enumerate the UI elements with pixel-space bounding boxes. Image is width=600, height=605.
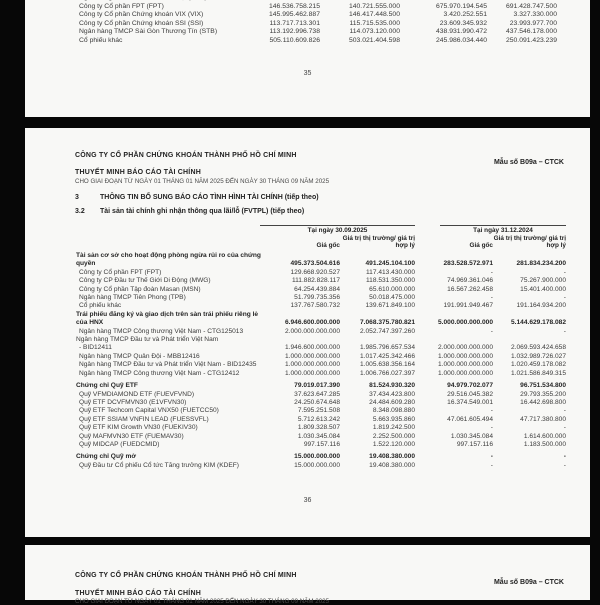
row-label: Công ty Cổ phần Chứng khoán VIX (VIX) — [79, 11, 204, 19]
table-cell: 50.018.475.000 — [369, 294, 415, 302]
row-label: - BID12411 — [79, 344, 112, 352]
table-row — [75, 441, 566, 449]
table-cell: 15.000.000.000 — [294, 461, 340, 469]
table-row — [75, 20, 557, 29]
table-cell: 1.000.000.000.000 — [437, 369, 493, 377]
table-cell: 23.993.977.700 — [509, 19, 557, 27]
table-row — [75, 391, 566, 399]
table-cell: 140.721.555.000 — [348, 2, 400, 10]
row-label: Quỹ Đầu tư Cổ phiếu Cổ tức Tăng trưởng KIM (KDEF) — [79, 461, 239, 469]
table-cell: 94.979.702.077 — [447, 382, 493, 390]
table-cell: 24.250.674.648 — [294, 398, 340, 406]
table-row — [75, 462, 566, 470]
form-number: Mẫu số B09a – CTCK — [493, 159, 564, 166]
row-label: Quỹ ETF SSIAM VNFIN LEAD (FUESSVFL) — [79, 415, 209, 423]
table-row — [75, 311, 566, 328]
table-cell: 129.668.920.527 — [290, 268, 340, 276]
table-cell: 74.969.361.046 — [447, 277, 493, 285]
table-row — [75, 399, 566, 407]
column-header-fair-value-1: Giá trị thị trường/ giá trị hợp lý — [342, 235, 415, 249]
subsection-title: Tài sản tài chính ghi nhận thông qua lãi/lỗ (FVTPL) (tiếp theo) — [100, 208, 305, 215]
table-cell: - — [563, 407, 566, 415]
table-cell: 1.183.500.000 — [523, 440, 566, 448]
row-label: Cổ phiếu khác — [79, 36, 123, 44]
table-cell: 8.348.098.880 — [372, 407, 415, 415]
table-cell: 24.484.609.280 — [369, 398, 415, 406]
table-cell: 281.834.234.200 — [516, 260, 566, 268]
table-cell: 37.434.423.800 — [369, 390, 415, 398]
column-header-cost-1: Giá gốc — [316, 242, 340, 249]
table-cell: 19.408.380.000 — [369, 461, 415, 469]
table-cell: - — [563, 461, 566, 469]
table-row — [75, 286, 566, 294]
row-label: Công ty Cổ phần FPT (FPT) — [79, 2, 164, 10]
table-row — [75, 11, 557, 20]
table-cell: 503.021.404.598 — [348, 36, 400, 44]
table-cell: 1.809.328.507 — [297, 424, 340, 432]
table-cell: 146.536.758.215 — [268, 2, 320, 10]
company-name: CÔNG TY CỔ PHẦN CHỨNG KHOÁN THÀNH PHỐ HỒ CHÍ MINH — [75, 152, 297, 159]
table-cell: 117.413.430.000 — [365, 268, 415, 276]
table-cell: 139.671.849.100 — [365, 302, 415, 310]
table-cell: 437.546.178.000 — [505, 28, 557, 36]
section-title: THÔNG TIN BỔ SUNG BÁO CÁO TÌNH HÌNH TÀI CHÍNH (tiếp theo) — [100, 194, 319, 201]
table-row — [75, 37, 557, 46]
table-row — [75, 416, 566, 424]
table-cell: 2.069.593.424.658 — [510, 344, 566, 352]
table-cell: 438.931.990.472 — [435, 28, 487, 36]
company-name: CÔNG TY CỔ PHẦN CHỨNG KHOÁN THÀNH PHỐ HỒ CHÍ MINH — [75, 572, 297, 579]
table-cell: 3.420.252.551 — [443, 11, 487, 19]
column-header-fair-value-2: Giá trị thị trường/ giá trị hợp lý — [493, 235, 566, 249]
table-cell: 1.985.796.657.534 — [359, 344, 415, 352]
table-cell: - — [490, 294, 493, 302]
table-row — [75, 294, 566, 302]
table-row — [75, 28, 557, 37]
table-row — [75, 433, 566, 441]
report-title: THUYẾT MINH BÁO CÁO TÀI CHÍNH — [75, 590, 201, 597]
table-row — [75, 336, 566, 353]
report-title: THUYẾT MINH BÁO CÁO TÀI CHÍNH — [75, 169, 201, 176]
table-cell: - — [490, 268, 493, 276]
table-cell: 1.020.459.178.082 — [510, 361, 566, 369]
table-row — [75, 328, 566, 336]
row-label: Ngân hàng TMCP Sài Gòn Thương Tín (STB) — [79, 28, 218, 36]
row-label: Công ty Cổ phần Chứng khoán SSI (SSI) — [79, 19, 204, 27]
table-cell: 1.005.638.356.164 — [359, 361, 415, 369]
table-cell: 47.717.380.800 — [520, 415, 566, 423]
row-label: Ngân hàng TMCP Công thương Việt Nam - CTG12412 — [79, 369, 240, 377]
table-cell: 3.327.330.000 — [513, 11, 557, 19]
page-number-35: 35 — [303, 70, 312, 77]
table-row — [75, 277, 566, 285]
table-cell: 145.995.462.887 — [268, 11, 320, 19]
table-row — [75, 370, 566, 378]
table-cell: 15.401.400.000 — [520, 285, 566, 293]
table-cell: 23.609.345.932 — [439, 19, 487, 27]
table-cell: 6.946.600.000.000 — [284, 319, 340, 327]
row-label: Quỹ ETF DCVFMVN30 (E1VFVN30) — [79, 398, 187, 406]
row-label: quyền — [76, 260, 96, 268]
table-cell: 505.110.609.826 — [269, 36, 320, 44]
table-cell: 146.417.448.500 — [348, 11, 400, 19]
table-cell: 118.531.350.000 — [365, 277, 415, 285]
page-number-36: 36 — [303, 497, 312, 504]
row-label: Ngân hàng TMCP Tiên Phong (TPB) — [79, 294, 186, 302]
row-label: Chứng chỉ Quỹ ETF — [76, 382, 138, 390]
table-cell: 675.970.194.545 — [435, 2, 487, 10]
table-cell: - — [490, 461, 493, 469]
table-cell: - — [563, 424, 566, 432]
report-period: CHO GIAI ĐOẠN TỪ NGÀY 01 THÁNG 01 NĂM 2025 ĐẾN NGÀY 30 THÁNG 09 NĂM 2025 — [75, 178, 330, 185]
table-cell: 15.000.000.000 — [294, 453, 340, 461]
table-row — [75, 302, 566, 310]
row-label: Quỹ VFMDIAMOND ETF (FUEVFVND) — [79, 390, 195, 398]
table-cell: 37.623.647.285 — [294, 390, 340, 398]
table-row — [75, 252, 566, 269]
table-cell: - — [563, 268, 566, 276]
table-cell: 7.595.251.508 — [297, 407, 340, 415]
table-cell: 65.610.000.000 — [369, 285, 415, 293]
row-label: Ngân hàng TMCP Công thương Việt Nam - CTG125013 — [79, 327, 244, 335]
table-cell: 64.254.439.884 — [294, 285, 340, 293]
row-label: Cổ phiếu khác — [79, 302, 122, 310]
row-label: Quỹ ETF KIM Growth VN30 (FUEKIV30) — [79, 424, 198, 432]
table-cell: 114.073.120.000 — [349, 28, 400, 36]
table-cell: 1.017.425.342.466 — [359, 352, 415, 360]
row-label: của HNX — [76, 319, 104, 327]
page-2 — [25, 128, 590, 537]
table-cell: 1.819.242.500 — [372, 424, 415, 432]
table-row — [75, 453, 566, 461]
table-cell: 111.882.828.117 — [291, 277, 340, 285]
table-cell: 137.767.580.732 — [290, 302, 340, 310]
table-cell: 16.567.262.458 — [447, 285, 493, 293]
table-row — [75, 424, 566, 432]
table-cell: 1.030.345.084 — [297, 432, 340, 440]
table-cell: 2.000.000.000.000 — [284, 327, 340, 335]
row-label: Quỹ ETF Techcom Capital VNX50 (FUETCC50) — [79, 407, 219, 415]
table-cell: 115.715.535.000 — [349, 19, 400, 27]
table-cell: 51.799.735.356 — [294, 294, 340, 302]
table-cell: - — [490, 453, 493, 461]
table-cell: 7.068.375.780.821 — [359, 319, 415, 327]
table-cell: 2.000.000.000.000 — [437, 344, 493, 352]
subsection-heading — [75, 208, 564, 215]
table-cell: 1.614.600.000 — [523, 432, 566, 440]
table-cell: - — [490, 407, 493, 415]
table-cell: 5.712.613.242 — [297, 415, 340, 423]
table-cell: 495.373.504.616 — [290, 260, 340, 268]
row-label: Quỹ MIDCAP (FUEDCMID) — [79, 440, 160, 448]
table-cell: 1.030.345.084 — [450, 432, 493, 440]
row-label: Ngân hàng TMCP Đầu tư và Phát triển Việt Nam — [76, 336, 219, 344]
table-cell: 1.522.120.000 — [372, 440, 415, 448]
table-cell: 5.663.935.860 — [372, 415, 415, 423]
table-cell: 96.751.534.800 — [520, 382, 566, 390]
table-row — [75, 407, 566, 415]
row-label: Tài sản cơ sở cho hoạt động phòng ngừa rủi ro của chứng — [76, 252, 261, 259]
table-cell: 79.019.017.390 — [294, 382, 340, 390]
row-label: Ngân hàng TMCP Đầu tư và Phát triển Việt Nam - BID12435 — [79, 361, 257, 369]
fvtpl-assets-table — [75, 252, 566, 470]
table-cell: - — [490, 424, 493, 432]
table-cell: 113.717.713.301 — [269, 19, 320, 27]
table-row — [75, 382, 566, 390]
column-header-cost-2: Giá gốc — [469, 242, 493, 249]
table-cell: 1.000.000.000.000 — [437, 361, 493, 369]
table-cell: - — [563, 327, 566, 335]
table-cell: 5.144.629.178.082 — [510, 319, 566, 327]
table-cell: 1.946.600.000.000 — [284, 344, 340, 352]
table-cell: 16.442.698.800 — [520, 398, 566, 406]
table-cell: 19.408.380.000 — [369, 453, 415, 461]
table-cell: 29.793.355.200 — [520, 390, 566, 398]
table-cell: 997.157.116 — [303, 440, 340, 448]
table-cell: 1.032.989.726.027 — [510, 352, 566, 360]
table-cell: 491.245.104.100 — [365, 260, 415, 268]
section-heading — [75, 194, 564, 201]
page1-stock-table — [75, 0, 557, 46]
row-label: Công ty Cổ phần FPT (FPT) — [79, 268, 162, 276]
column-group-date-1: Tại ngày 30.09.2025 — [260, 225, 415, 234]
table-cell: 16.374.549.001 — [447, 398, 493, 406]
table-row — [75, 361, 566, 369]
table-cell: 1.000.000.000.000 — [437, 352, 493, 360]
table-cell: 81.524.930.320 — [369, 382, 415, 390]
table-row — [75, 3, 557, 12]
subsection-number: 3.2 — [75, 208, 85, 215]
table-cell: 691.428.747.500 — [505, 2, 557, 10]
table-header — [75, 225, 566, 249]
table-cell: - — [563, 453, 566, 461]
table-cell: 191.991.949.467 — [443, 302, 493, 310]
table-cell: 2.052.747.397.260 — [359, 327, 415, 335]
table-cell: 283.528.572.971 — [443, 260, 493, 268]
table-row — [75, 269, 566, 277]
row-label: Quỹ MAFMVN30 ETF (FUEMAV30) — [79, 432, 184, 440]
table-cell: 1.000.000.000.000 — [284, 352, 340, 360]
table-cell: - — [490, 327, 493, 335]
form-number: Mẫu số B09a – CTCK — [493, 579, 564, 586]
table-cell: 1.000.000.000.000 — [284, 369, 340, 377]
table-cell: 47.061.605.494 — [447, 415, 493, 423]
table-cell: 250.091.423.239 — [505, 36, 557, 44]
table-cell: 245.986.034.440 — [435, 36, 487, 44]
row-label: Ngân hàng TMCP Quân Đội - MBB12416 — [79, 352, 200, 360]
column-group-date-2: Tại ngày 31.12.2024 — [440, 225, 566, 234]
table-cell: 1.000.000.000.000 — [284, 361, 340, 369]
table-cell: 997.157.116 — [456, 440, 493, 448]
report-period: CHO GIAI ĐOẠN TỪ NGÀY 01 THÁNG 01 NĂM 2025 ĐẾN NGÀY 30 THÁNG 09 NĂM 2025 — [75, 598, 330, 605]
table-cell: 191.164.934.200 — [516, 302, 566, 310]
row-label: Công ty Cổ phần Tập đoàn Masan (MSN) — [79, 285, 201, 293]
table-cell: 29.516.045.382 — [447, 390, 493, 398]
table-cell: 5.000.000.000.000 — [437, 319, 493, 327]
section-number: 3 — [75, 194, 79, 201]
page-1 — [25, 0, 590, 117]
row-label: Công ty CP Đầu tư Thế Giới Di Động (MWG) — [79, 277, 211, 285]
table-cell: 113.192.996.738 — [269, 28, 320, 36]
row-label: Trái phiếu đăng ký và giao dịch trên sàn trái phiếu riêng lẻ — [76, 310, 259, 318]
table-cell: 2.252.500.000 — [372, 432, 415, 440]
table-cell: 75.267.900.000 — [520, 277, 566, 285]
row-label: Chứng chỉ Quỹ mở — [76, 453, 137, 461]
table-cell: 1.006.766.027.397 — [359, 369, 415, 377]
page-3 — [25, 545, 590, 605]
table-cell: - — [563, 294, 566, 302]
table-cell: 1.021.586.849.315 — [510, 369, 566, 377]
